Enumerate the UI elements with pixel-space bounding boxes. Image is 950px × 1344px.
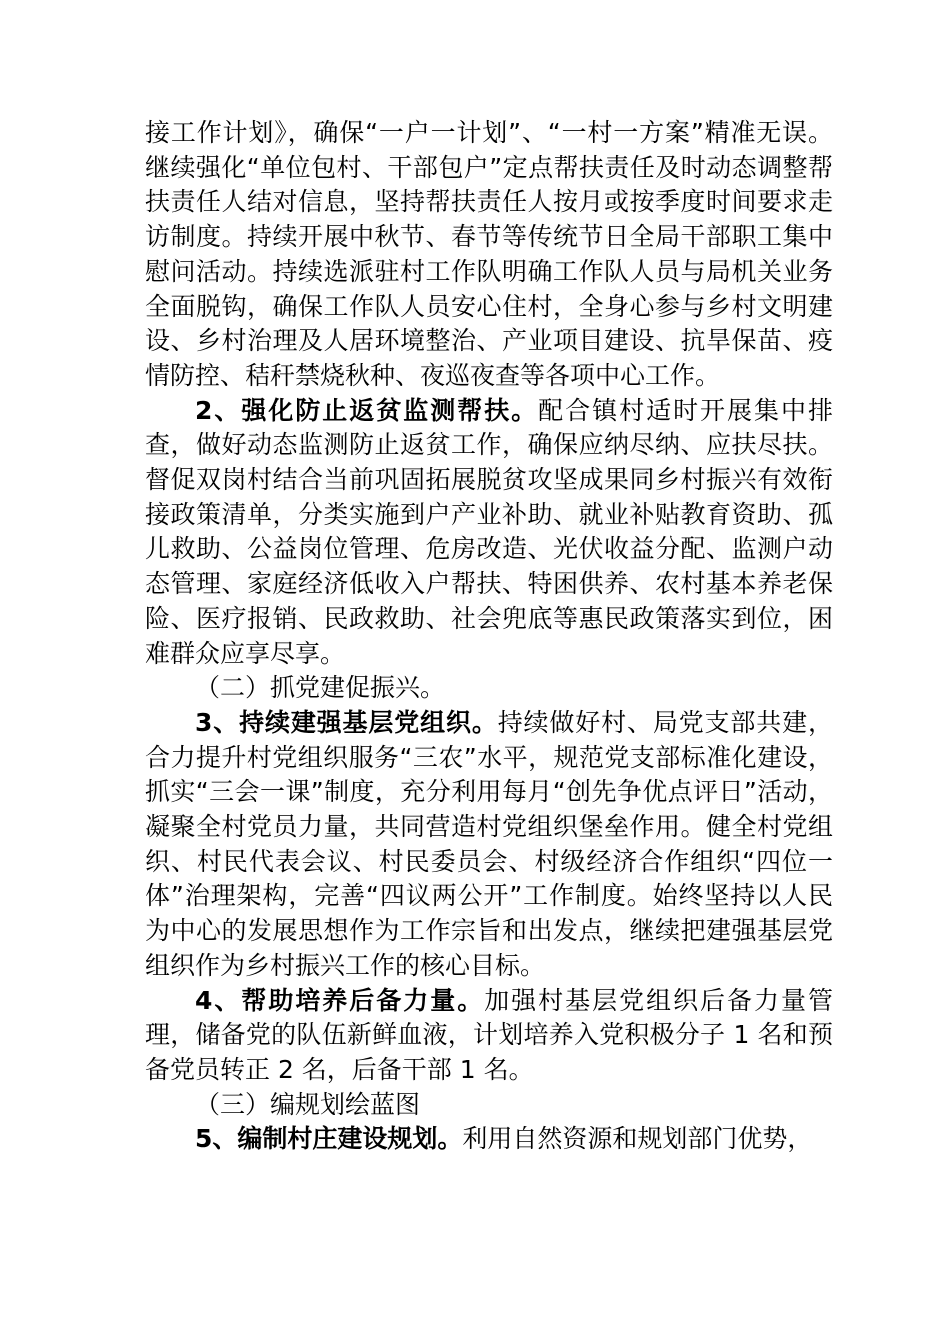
document-body [145, 116, 833, 1157]
paragraph-5-text: 利用自然资源和规划部门优势， [462, 1124, 813, 1154]
paragraph-2-text: 配合镇村适时开展集中排查，做好动态监测防止返贫工作，确保应纳尽纳、应扶尽扶。督促双岗村结合当前巩固拓展脱贫攻坚成果同乡村振兴有效衔接政策清单，分类实施到户产业补助、就业补贴教育资助、孤儿救助、公益岗位管理、危房改造、光伏收益分配、监测户动态管理、家庭经济低收入户帮扶、特困供养、农村基本养老保险、医疗报销、民政救助、社会兜底等惠民政策落实到位，困难群众应享尽享。 [145, 395, 833, 668]
paragraph-2 [145, 394, 833, 672]
paragraph-5-heading: 5、编制村庄建设规划。 [195, 1124, 463, 1154]
paragraph-1 [145, 116, 833, 394]
paragraph-5 [145, 1122, 833, 1157]
paragraph-3-text: 持续做好村、局党支部共建，合力提升村党组织服务“三农”水平，规范党支部标准化建设，抓实“三会一课”制度，充分利用每月“创先争优点评日”活动，凝聚全村党员力量，共同营造村党组织堡垒作用。健全村党组织、村民代表会议、村民委员会、村级经济合作组织“四位一体”治理架构，完善“四议两公开”工作制度。始终坚持以人民为中心的发展思想作为工作宗旨和出发点，继续把建强基层党组织作为乡村振兴工作的核心目标。 [145, 707, 833, 980]
section-heading-2: （二）抓党建促振兴。 [195, 673, 446, 703]
paragraph-4 [145, 984, 833, 1088]
paragraph-4-heading: 4、帮助培养后备力量。 [195, 985, 485, 1015]
section-heading-3: （三）编规划绘蓝图 [195, 1089, 421, 1119]
paragraph-3-heading: 3、持续建强基层党组织。 [195, 707, 498, 737]
paragraph-2-heading: 2、强化防止返贫监测帮扶。 [195, 395, 539, 425]
paragraph-4-text: 加强村基层党组织后备力量管理，储备党的队伍新鲜血液，计划培养入党积极分子 1 名和预备党员转正 2 名，后备干部 1 名。 [145, 985, 833, 1084]
paragraph-3 [145, 706, 833, 984]
paragraph-1-text: 接工作计划》，确保“一户一计划”、“一村一方案”精准无误。继续强化“单位包村、干部包户”定点帮扶责任及时动态调整帮扶责任人结对信息，坚持帮扶责任人按月或按季度时间要求走访制度。持续开展中秋节、春节等传统节日全局干部职工集中慰问活动。持续选派驻村工作队明确工作队人员与局机关业务全面脱钩，确保工作队人员安心住村，全身心参与乡村文明建设、乡村治理及人居环境整治、产业项目建设、抗旱保苗、疫情防控、秸秆禁烧秋种、夜巡夜查等各项中心工作。 [145, 118, 833, 390]
